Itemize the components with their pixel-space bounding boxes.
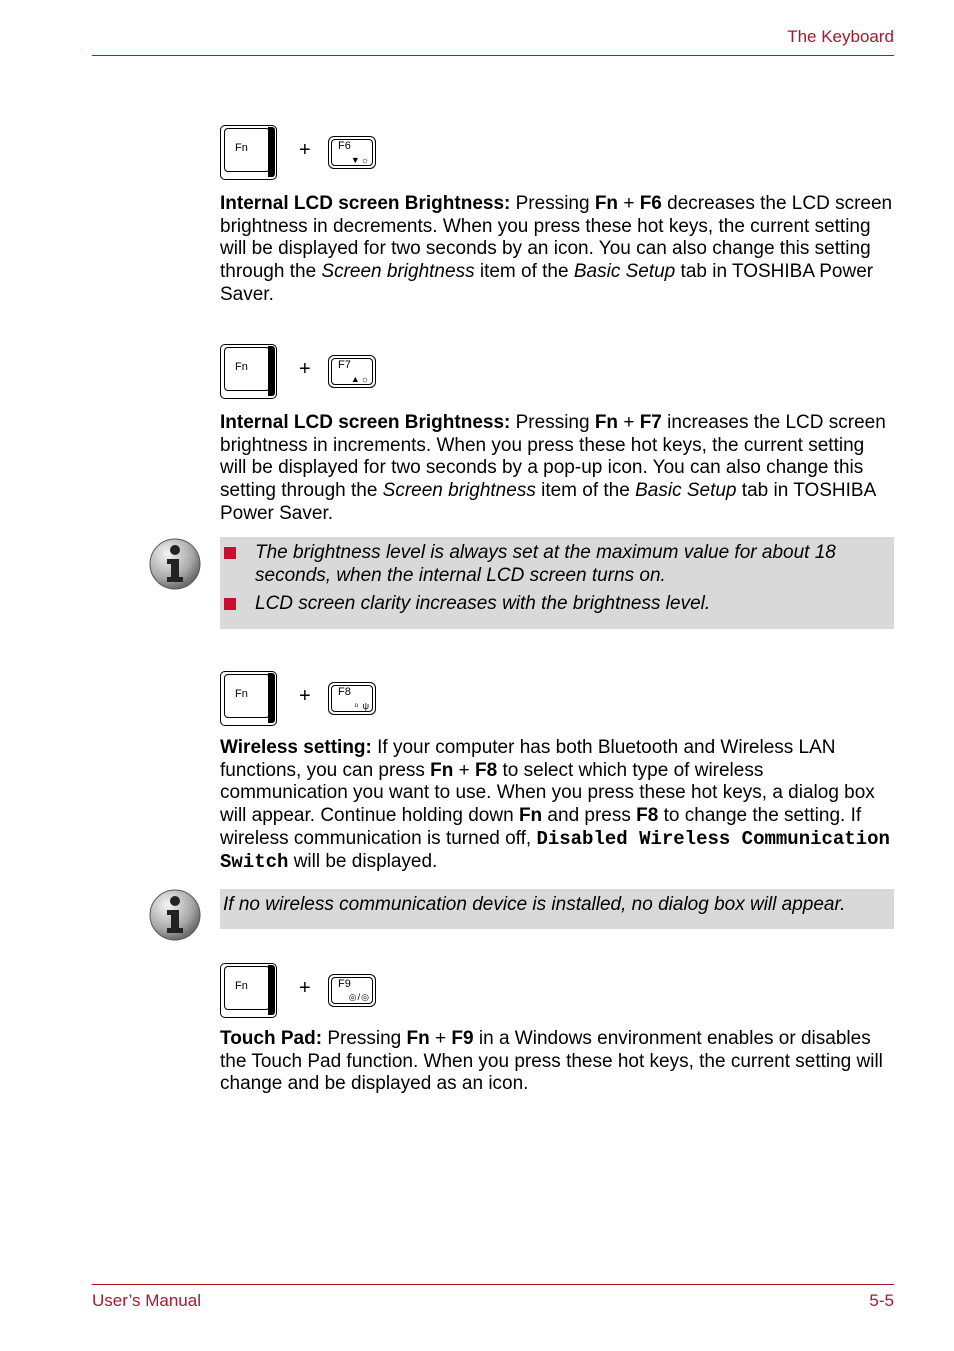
- note-no-wireless: If no wireless communication device is installed, no dialog box will appear.: [220, 889, 894, 929]
- brightness-up-icon: ▲☼: [350, 374, 370, 384]
- plus-sign: +: [299, 685, 311, 707]
- f9-key-icon: F9 ◎/◎: [328, 974, 376, 1007]
- footer-rule: [92, 1284, 894, 1285]
- info-icon: [148, 888, 202, 942]
- hotkey-fn-f8: [220, 671, 390, 731]
- bullet-icon: [224, 598, 236, 610]
- paragraph-brightness-increase: Internal LCD screen Brightness: Pressing Fn + F7 increases the LCD screen brightness in increments. When you press these hot keys, the current setting will be displayed for two seconds by a pop-up icon. You can also change this setting through the Screen brightness item of the Basic Setup tab in TOSHIBA Power Saver.: [220, 412, 886, 524]
- plus-sign: +: [299, 139, 311, 161]
- header-rule: [92, 55, 894, 56]
- touchpad-icon: ◎/◎: [348, 992, 370, 1002]
- paragraph-wireless-setting: Wireless setting: If your computer has both Bluetooth and Wireless LAN functions, you can press Fn + F8 to select which type of wireless communication you want to use. When you press these hot keys, a dialog box will appear. Continue holding down Fn and press F8 to change the setting. If wireless communication is turned off, Disabled Wireless Communication Switch will be displayed.: [220, 737, 890, 873]
- bullet-icon: [224, 547, 236, 559]
- plus-sign: +: [299, 977, 311, 999]
- page-number: 5-5: [869, 1291, 894, 1310]
- list-item: The brightness level is always set at the maximum value for about 18 seconds, when the internal LCD screen turns on.: [220, 542, 894, 587]
- note-brightness: [220, 537, 894, 629]
- fn-key-icon: Fn: [220, 344, 277, 399]
- list-item: LCD screen clarity increases with the brightness level.: [220, 593, 894, 616]
- fn-key-icon: Fn: [220, 963, 277, 1018]
- fn-key-icon: Fn: [220, 125, 277, 180]
- paragraph-brightness-decrease: Internal LCD screen Brightness: Pressing Fn + F6 decreases the LCD screen brightness in decrements. When you press these hot keys, the current setting will be displayed for two seconds by an icon. You can also change this setting through the Screen brightness item of the Basic Setup tab in TOSHIBA Power Saver.: [220, 193, 893, 305]
- wireless-icon: ᵒ ψ: [354, 701, 370, 711]
- plus-sign: +: [299, 358, 311, 380]
- hotkey-fn-f9: [220, 963, 390, 1023]
- brightness-down-icon: ▼☼: [350, 155, 370, 165]
- paragraph-touch-pad: Touch Pad: Pressing Fn + F9 in a Windows environment enables or disables the Touch Pad function. When you press these hot keys, the current setting will change and be displayed as an icon.: [220, 1028, 883, 1095]
- f7-key-icon: F7 ▲☼: [328, 355, 376, 388]
- footer-manual-title: User’s Manual: [92, 1291, 201, 1310]
- hotkey-fn-f6: [220, 125, 390, 185]
- fn-key-icon: Fn: [220, 671, 277, 726]
- f6-key-icon: F6 ▼☼: [328, 136, 376, 169]
- hotkey-fn-f7: [220, 344, 390, 404]
- f8-key-icon: F8 ᵒ ψ: [328, 682, 376, 715]
- running-header: The Keyboard: [787, 27, 894, 46]
- info-icon: [148, 537, 202, 591]
